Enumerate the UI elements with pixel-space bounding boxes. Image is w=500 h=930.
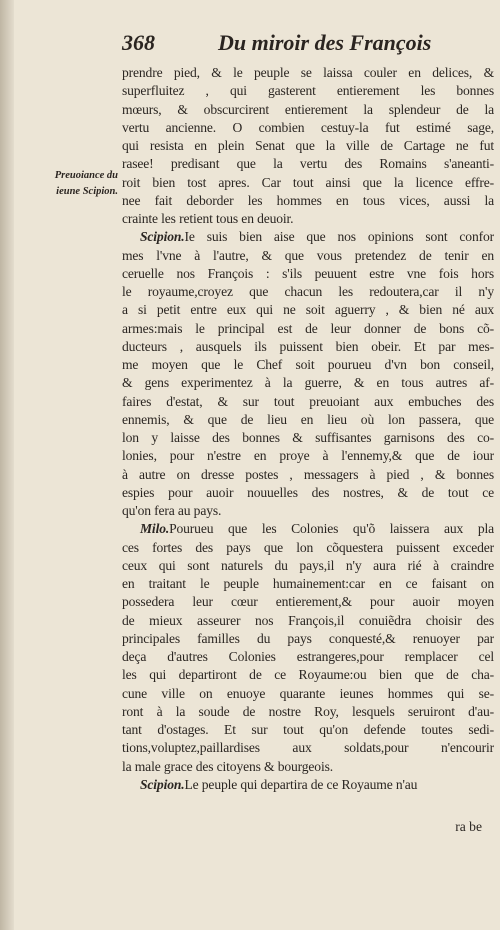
text-line xyxy=(122,192,494,210)
line-text: ces fortes des pays que lon cõquestera puissent exceder xyxy=(122,539,494,555)
speaker-name: Scipion. xyxy=(140,776,185,792)
text-line xyxy=(122,502,494,520)
text-line xyxy=(122,685,494,703)
text-line xyxy=(122,520,494,538)
text-line xyxy=(122,228,494,246)
binding-gutter xyxy=(0,0,14,930)
line-text: armes:mais le principal est de leur donner de bons cõ- xyxy=(122,320,494,336)
line-text: mes l'vne à l'autre, & que vous pretendez de tenir en xyxy=(122,247,494,263)
line-text: tant d'ostages. Et sur tout qu'on defende toutes sedi- xyxy=(122,722,494,737)
text-line xyxy=(122,265,494,283)
line-text: prendre pied, & le peuple se laissa couler en delices, & xyxy=(122,65,494,80)
text-line xyxy=(122,137,494,155)
text-line xyxy=(122,721,494,739)
line-text: ront à la soude de nostre Roy, lesquels seruiront d'au- xyxy=(122,703,494,719)
line-text: lon y laisse des bonnes & suffisantes garnisons des co- xyxy=(122,430,494,445)
line-text: cune ville on enuoye quarante ieunes hommes qui se- xyxy=(122,685,494,701)
line-text: roit bien tost apres. Car tout ainsi que la licence effre- xyxy=(122,174,494,190)
text-line xyxy=(122,411,494,429)
text-line xyxy=(122,484,494,502)
text-line xyxy=(122,666,494,684)
line-text: & gens experimentez à la guerre, & en tous autres af- xyxy=(122,375,494,391)
text-line xyxy=(122,82,494,100)
text-line xyxy=(122,593,494,611)
text-line xyxy=(122,338,494,356)
line-text: superfluitez , qui gasterent entierement les bonnes xyxy=(122,83,494,99)
line-text: lonies, pour n'estre en proye à l'ennemy,& que de iour xyxy=(122,448,494,464)
margin-note-line: ieune Scipion. xyxy=(56,186,118,197)
line-text: les qui departiront de ce Royaume:ou bien que de cha- xyxy=(122,667,494,683)
line-text: Pourueu que les Colonies qu'õ laissera aux pla xyxy=(169,521,494,537)
line-text: de mieux asseurer nos François,il conuiẽdra choisir des xyxy=(122,612,494,628)
running-title: Du miroir des François xyxy=(218,30,432,55)
text-line xyxy=(122,630,494,648)
speaker-name: Milo. xyxy=(140,521,170,537)
line-text: espies pour auoir nouuelles des nostres, & de tout ce xyxy=(122,484,494,500)
speaker-name: Scipion. xyxy=(140,229,185,245)
line-text: faires d'estat, & sur tout preuoiant aux embuches des xyxy=(122,393,494,409)
text-line xyxy=(122,447,494,465)
line-text: me moyen que le Chef soit pourueu d'vn bon conseil, xyxy=(122,357,494,372)
line-text: le royaume,croyez que chacun les redoutera,car il n'y xyxy=(122,284,494,299)
line-text: Ie suis bien aise que nos opinions sont confor xyxy=(184,229,494,245)
body-text xyxy=(122,64,494,794)
text-line xyxy=(122,612,494,630)
text-line xyxy=(122,320,494,338)
line-text: a si petit entre eux qui ne soit aguerry , & bien né aux xyxy=(122,302,494,318)
text-line xyxy=(122,539,494,557)
text-line xyxy=(122,301,494,319)
page-number: 368 xyxy=(122,30,155,55)
text-line xyxy=(122,739,494,757)
text-line xyxy=(122,466,494,484)
text-line xyxy=(122,283,494,301)
text-line xyxy=(122,557,494,575)
line-text: ennemis, & que de lieu en lieu où lon passera, que xyxy=(122,411,494,427)
text-line xyxy=(122,64,494,82)
line-text: possedera leur cœur entierement,& pour auoir moyen xyxy=(122,594,494,610)
line-text: tions,voluptez,paillardises aux soldats,pour n'encourir xyxy=(122,740,494,756)
line-text: nee fait deborder les hommes en tous vices, aussi la xyxy=(122,192,494,208)
text-line xyxy=(122,247,494,265)
line-text: vertu ancienne. O combien cestuy-la fut estimé sage, xyxy=(122,119,494,135)
margin-note xyxy=(30,168,118,200)
text-line xyxy=(122,119,494,137)
text-line xyxy=(122,429,494,447)
line-text: qui resista en plein Senat que la ville de Cartage ne fut xyxy=(122,138,494,153)
line-text: deça d'autres Colonies estrangeres,pour remplacer cel xyxy=(122,649,494,664)
line-text: à autre on dresse postes , messagers à pied , & bonnes xyxy=(122,466,494,482)
line-text: ceruelle nos François : s'ils peuuent estre vne fois hors xyxy=(122,265,494,281)
text-line xyxy=(122,101,494,119)
text-line xyxy=(122,648,494,666)
line-text: mœurs, & obscurcirent entierement la splendeur de la xyxy=(122,101,494,117)
line-text: Le peuple qui departira de ce Royaume n'au xyxy=(184,776,418,792)
text-line xyxy=(122,776,494,794)
text-line xyxy=(122,174,494,192)
text-line xyxy=(122,703,494,721)
text-line xyxy=(122,374,494,392)
line-text: en traitant le peuple humainement:car en ce faisant on xyxy=(122,576,494,591)
text-line xyxy=(122,393,494,411)
catchword: ra be xyxy=(455,819,482,834)
text-line xyxy=(122,575,494,593)
line-text: la male grace des citoyens & bourgeois. xyxy=(122,758,333,774)
line-text: rasee! predisant que la vertu des Romains s'aneanti- xyxy=(122,156,494,172)
line-text: qu'on fera au pays. xyxy=(122,503,222,518)
line-text: ducteurs , ausquels ils puissent bien obeir. Et par mes- xyxy=(122,338,494,354)
line-text: principales familles du pays conquesté,& renuoyer par xyxy=(122,630,494,646)
line-text: crainte les retient tous en deuoir. xyxy=(122,211,294,226)
text-line xyxy=(122,210,494,228)
text-line xyxy=(122,758,494,776)
text-line xyxy=(122,356,494,374)
line-text: ceux qui sont naturels du pays,il n'y aura rié à craindre xyxy=(122,557,494,573)
margin-note-line: Preuoiance du xyxy=(54,170,118,181)
text-line xyxy=(122,155,494,173)
